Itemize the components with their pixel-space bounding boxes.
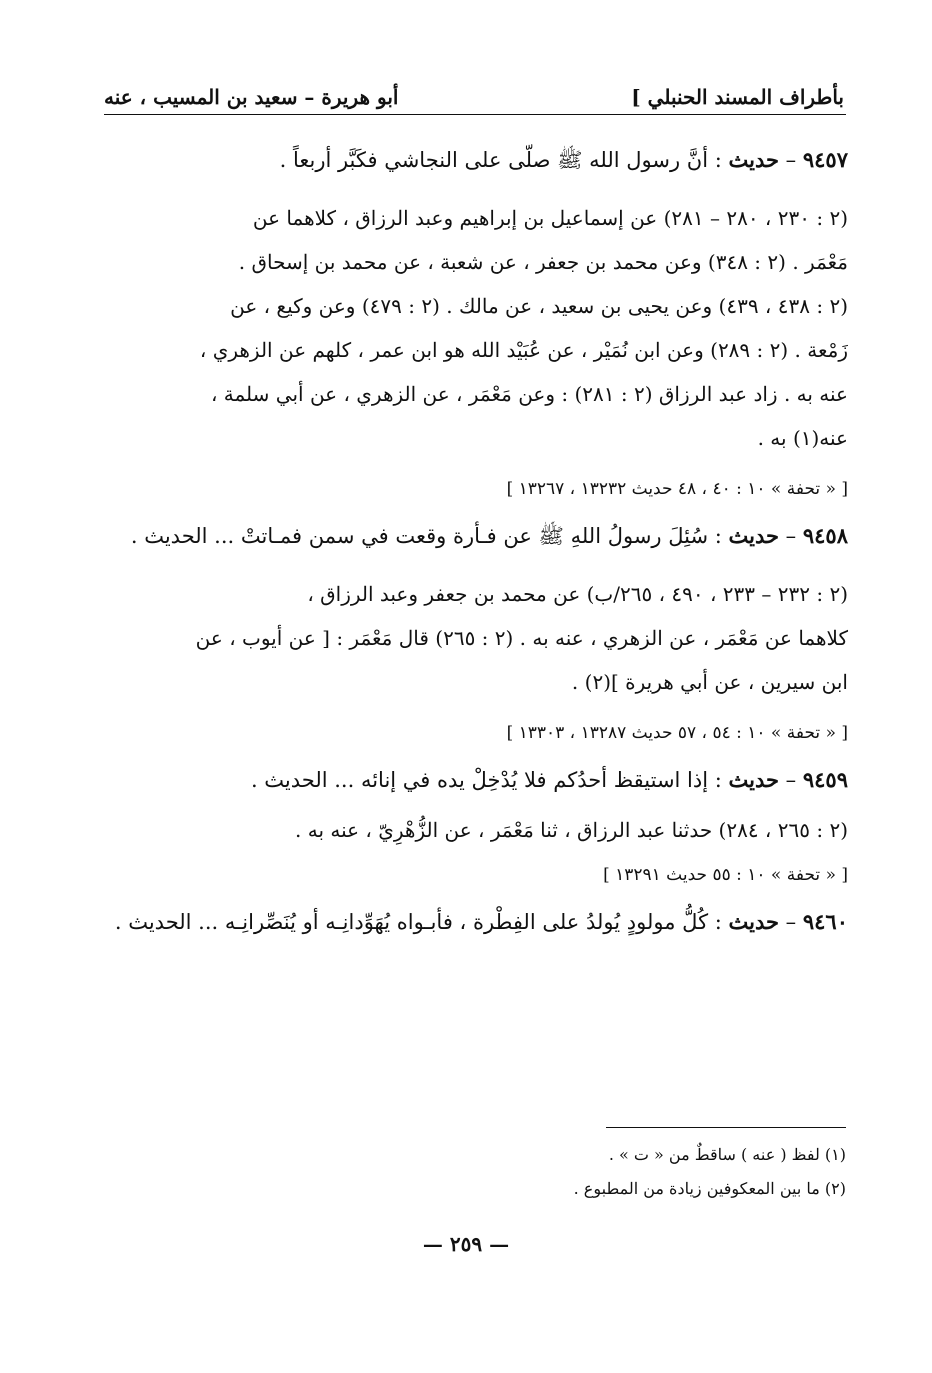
source-line: مَعْمَر . (٢ : ٣٤٨) وعن محمد بن جعفر ، عن شعبة ، عن محمد بن إسحاق . <box>238 250 848 274</box>
source-line: (٢ : ٢٣٢ – ٢٣٣ ، ٤٩٠ ، ٢٦٥/ب) عن محمد بن جعفر وعبد الرزاق ، <box>307 582 848 606</box>
hadith-text: : كُلُّ مولودٍ يُولدُ على الفِطْرة ، فأبـواه يُهَوِّدانِـه أو يُنَصِّرانِـه ... الحديث . <box>114 910 722 934</box>
hadith-number: ٩٤٥٨ <box>802 523 848 548</box>
running-header <box>104 80 844 114</box>
hadith-text: : إذا استيقظ أحدُكم فلا يُدْخِلْ يده في إنائه ... الحديث . <box>250 768 722 792</box>
footnotes <box>104 1138 846 1206</box>
header-divider <box>104 114 846 115</box>
source-line: زَمْعة . (٢ : ٢٨٩) وعن ابن نُمَيْر ، عن عُبَيْد الله هو ابن عمر ، كلهم عن الزهري ، <box>199 338 848 362</box>
page-number: — ٢٥٩ — <box>422 1232 510 1256</box>
hadith-keyword: حديث <box>728 767 779 792</box>
hadith-keyword: حديث <box>728 523 779 548</box>
source-line: عنه به . زاد عبد الرزاق (٢ : ٢٨١) : وعن مَعْمَر ، عن الزهري ، عن أبي سلمة ، <box>210 382 848 406</box>
footnote-divider <box>606 1127 846 1128</box>
source-line: (٢ : ٢٣٠ ، ٢٨٠ – ٢٨١) عن إسماعيل بن إبراهيم وعبد الرزاق ، كلاهما عن <box>252 206 848 230</box>
source-line: عنه(١) به . <box>757 426 848 450</box>
hadith-entry-9460: ٩٤٦٠ – حديث : كُلُّ مولودٍ يُولدُ على الفِطْرة ، فأبـواه يُهَوِّدانِـه أو يُنَصِّرانِـه ... الحديث . <box>114 909 848 934</box>
hadith-entry-9457: ٩٤٥٧ – حديث : أنَّ رسول الله ﷺ صلّى على النجاشي فكَبَّر أربعاً . <box>279 147 848 172</box>
header-book-title: بأطراف المسند الحنبلي ] <box>631 85 844 109</box>
footnote: (١) لفظ ( عنه ) ساقطٌ من « ت » . <box>608 1145 846 1164</box>
source-chain <box>104 808 848 852</box>
hadith-entry-9459: ٩٤٥٩ – حديث : إذا استيقظ أحدُكم فلا يُدْخِلْ يده في إنائه ... الحديث . <box>250 767 848 792</box>
hadith-entry-9458: ٩٤٥٨ – حديث : سُئِلَ رسولُ اللهِ ﷺ عن فـأرة وقعت في سمن فمـاتتْ ... الحديث . <box>130 523 848 548</box>
tuhfa-reference: [ « تحفة » ١٠ : ٥٤ ، ٥٧ حديث ١٣٢٨٧ ، ١٣٣٠٣ ] <box>506 723 848 743</box>
source-line: ابن سيرين ، عن أبي هريرة ](٢) . <box>571 670 848 694</box>
hadith-keyword: حديث <box>728 909 779 934</box>
hadith-number: ٩٤٥٩ <box>802 767 848 792</box>
source-line: (٢ : ٤٣٨ ، ٤٣٩) وعن يحيى بن سعيد ، عن مالك . (٢ : ٤٧٩) وعن وكيع ، عن <box>230 294 848 318</box>
source-line: كلاهما عن مَعْمَر ، عن الزهري ، عنه به . (٢ : ٢٦٥) قال مَعْمَر : [ عن أيوب ، عن <box>195 626 848 650</box>
hadith-keyword: حديث <box>728 147 779 172</box>
tuhfa-reference: [ « تحفة » ١٠ : ٥٥ حديث ١٣٢٩١ ] <box>603 865 848 885</box>
source-chain <box>104 572 848 704</box>
main-text <box>104 132 848 946</box>
footnote: (٢) ما بين المعكوفين زيادة من المطبوع . <box>573 1179 846 1198</box>
header-chapter-title: أبو هريرة – سعيد بن المسيب ، عنه <box>104 85 399 109</box>
hadith-number: ٩٤٥٧ <box>802 147 848 172</box>
source-chain <box>104 196 848 460</box>
tuhfa-reference: [ « تحفة » ١٠ : ٤٠ ، ٤٨ حديث ١٣٢٣٢ ، ١٣٢٦٧ ] <box>506 479 848 499</box>
hadith-text: : سُئِلَ رسولُ اللهِ ﷺ عن فـأرة وقعت في سمن فمـاتتْ ... الحديث . <box>130 524 722 548</box>
source-line: (٢ : ٢٦٥ ، ٢٨٤) حدثنا عبد الرزاق ، ثنا مَعْمَر ، عن الزُّهْرِيّ ، عنه به . <box>295 818 848 842</box>
hadith-number: ٩٤٦٠ <box>802 909 848 934</box>
hadith-text: : أنَّ رسول الله ﷺ صلّى على النجاشي فكَبَّر أربعاً . <box>279 148 722 172</box>
